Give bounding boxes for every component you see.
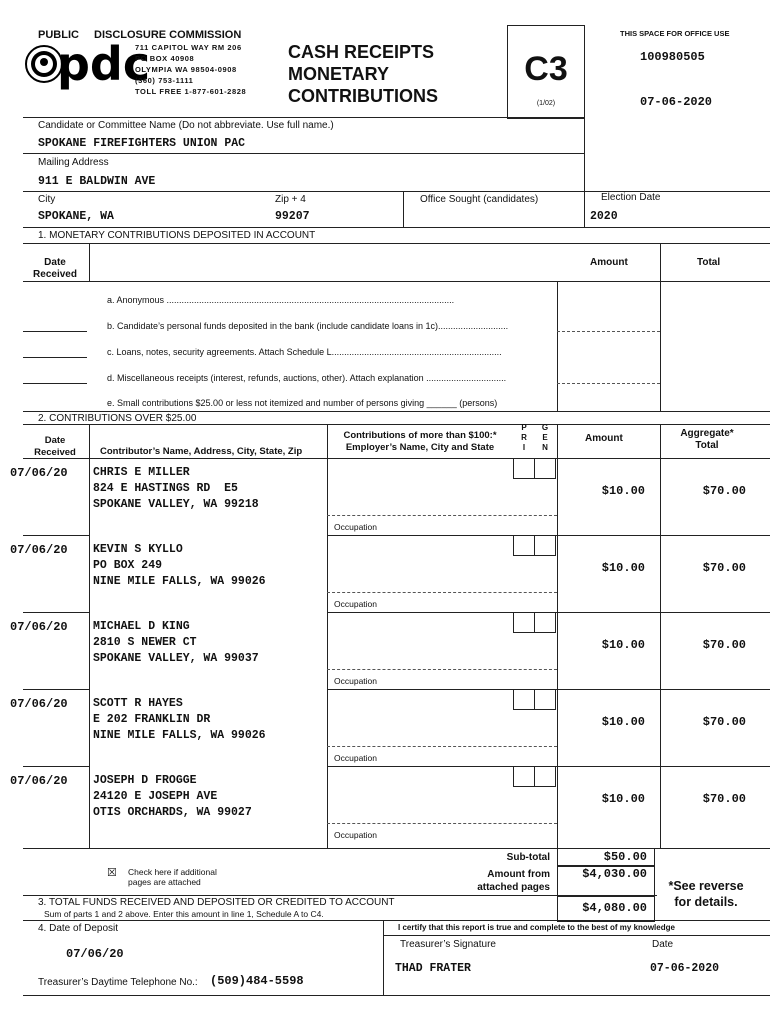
occupation-divider bbox=[327, 746, 557, 747]
row-divider-date bbox=[23, 689, 89, 690]
row-divider-date bbox=[23, 535, 89, 536]
certify-text: I certify that this report is true and complete to the best of my knowledge bbox=[398, 923, 675, 932]
attached-pages-label bbox=[460, 868, 550, 894]
contribution-amount[interactable]: $10.00 bbox=[601, 638, 645, 652]
zip-value[interactable]: 99207 bbox=[275, 210, 310, 223]
occupation-label: Occupation bbox=[334, 830, 377, 840]
aggregate-total[interactable]: $70.00 bbox=[702, 484, 746, 498]
pri-checkbox[interactable] bbox=[513, 766, 535, 787]
occupation-divider bbox=[327, 669, 557, 670]
occupation-label: Occupation bbox=[334, 599, 377, 609]
agency-address bbox=[135, 42, 246, 97]
aggregate-header: Aggregate* Total bbox=[680, 428, 734, 451]
contributor-header: Contributor’s Name, Address, City, State, Zip bbox=[100, 446, 303, 457]
signature-date[interactable]: 07-06-2020 bbox=[650, 962, 720, 975]
s2-date-header: Date Received bbox=[34, 435, 76, 458]
section3-title: 3. TOTAL FUNDS RECEIVED AND DEPOSITED OR CREDITED TO ACCOUNT bbox=[38, 897, 395, 908]
aggregate-total[interactable]: $70.00 bbox=[702, 715, 746, 729]
s2-amount-header: Amount bbox=[585, 433, 623, 444]
committee-name-label: Candidate or Committee Name (Do not abbreviate. Use full name.) bbox=[38, 120, 334, 131]
address-line: PO BOX 40908 bbox=[135, 54, 195, 63]
row-divider-date bbox=[23, 766, 89, 767]
contribution-date[interactable]: 07/06/20 bbox=[10, 774, 68, 788]
gen-checkbox[interactable] bbox=[534, 535, 556, 556]
s1-date-header: Date Received bbox=[33, 257, 77, 280]
aggregate-total[interactable]: $70.00 bbox=[702, 792, 746, 806]
contribution-amount[interactable]: $10.00 bbox=[601, 715, 645, 729]
additional-pages-label bbox=[128, 867, 217, 887]
contributor-name[interactable]: CHRIS E MILLER bbox=[93, 466, 190, 479]
additional-pages-checkbox[interactable]: ☒ bbox=[107, 867, 117, 879]
gen-checkbox[interactable] bbox=[534, 612, 556, 633]
contribution-amount[interactable]: $10.00 bbox=[601, 484, 645, 498]
form-revision: (1/02) bbox=[536, 100, 556, 107]
section3-subtitle: Sum of parts 1 and 2 above. Enter this amount in line 1, Schedule A to C4. bbox=[44, 909, 324, 919]
signature-label: Treasurer’s Signature bbox=[400, 939, 496, 950]
occupation-label: Occupation bbox=[334, 753, 377, 763]
office-sought-label: Office Sought (candidates) bbox=[420, 194, 539, 205]
zip-label: Zip + 4 bbox=[275, 194, 306, 205]
office-id: 100980505 bbox=[640, 50, 705, 64]
gen-checkbox[interactable] bbox=[534, 689, 556, 710]
gen-header: G E N bbox=[541, 423, 549, 452]
occupation-divider bbox=[327, 823, 557, 824]
address-line: TOLL FREE 1-877-601-2828 bbox=[135, 87, 247, 96]
form-title bbox=[288, 41, 438, 107]
deposit-date-label: 4. Date of Deposit bbox=[38, 923, 119, 934]
address-line: (360) 753-1111 bbox=[135, 76, 194, 85]
election-date[interactable]: 2020 bbox=[590, 210, 618, 223]
gen-checkbox[interactable] bbox=[534, 458, 556, 479]
contribution-date[interactable]: 07/06/20 bbox=[10, 466, 68, 480]
contribution-date[interactable]: 07/06/20 bbox=[10, 620, 68, 634]
address-line: OLYMPIA WA 98504-0908 bbox=[135, 65, 237, 74]
logo-letters: pdc bbox=[57, 37, 151, 91]
title-line: MONETARY bbox=[288, 64, 389, 84]
contribution-date[interactable]: 07/06/20 bbox=[10, 543, 68, 557]
contributor-address[interactable]: 824 E HASTINGS RD E5 bbox=[93, 482, 238, 495]
office-use-label: THIS SPACE FOR OFFICE USE bbox=[620, 29, 730, 38]
employer-header: Contributions of more than $100:* Employer’s Name, City and State bbox=[343, 430, 497, 453]
form-code: C3 bbox=[524, 50, 568, 88]
see-reverse-note bbox=[662, 878, 750, 910]
contributor-city[interactable]: SPOKANE VALLEY, WA 99037 bbox=[93, 652, 259, 665]
agency-word-public: PUBLIC bbox=[38, 29, 79, 41]
section2-title: 2. CONTRIBUTIONS OVER $25.00 bbox=[38, 413, 197, 424]
occupation-divider bbox=[327, 592, 557, 593]
section1-title: 1. MONETARY CONTRIBUTIONS DEPOSITED IN ACCOUNT bbox=[38, 230, 316, 241]
attached-label-line: Amount from bbox=[487, 869, 550, 880]
pri-header: P R I bbox=[521, 423, 527, 452]
s1-line-e: e. Small contributions $25.00 or less not itemized and number of persons giving ______ (persons) bbox=[107, 398, 498, 408]
contributor-address[interactable]: E 202 FRANKLIN DR bbox=[93, 713, 211, 726]
occupation-divider bbox=[327, 515, 557, 516]
city-value[interactable]: SPOKANE, WA bbox=[38, 210, 114, 223]
attached-value[interactable]: $4,030.00 bbox=[582, 867, 647, 881]
contribution-amount[interactable]: $10.00 bbox=[601, 792, 645, 806]
occupation-label: Occupation bbox=[334, 522, 377, 532]
contributor-name[interactable]: MICHAEL D KING bbox=[93, 620, 190, 633]
pdc-logo bbox=[23, 37, 151, 91]
see-reverse-line: *See reverse bbox=[668, 879, 744, 893]
treasurer-signature[interactable]: THAD FRATER bbox=[395, 962, 471, 975]
contributor-address[interactable]: 2810 S NEWER CT bbox=[93, 636, 197, 649]
contribution-date[interactable]: 07/06/20 bbox=[10, 697, 68, 711]
agency-word-commission: DISCLOSURE COMMISSION bbox=[94, 29, 242, 41]
s1-line-c: c. Loans, notes, security agreements. Attach Schedule L.................................................................... bbox=[107, 347, 502, 357]
subtotal-label: Sub-total bbox=[506, 852, 550, 863]
pri-checkbox[interactable] bbox=[513, 458, 535, 479]
mailing-address-label: Mailing Address bbox=[38, 157, 109, 168]
aggregate-total[interactable]: $70.00 bbox=[702, 638, 746, 652]
s1-line-b: b. Candidate’s personal funds deposited in the bank (include candidate loans in 1c)............................ bbox=[107, 321, 509, 331]
row-divider-date bbox=[23, 612, 89, 613]
contributor-city[interactable]: SPOKANE VALLEY, WA 99218 bbox=[93, 498, 259, 511]
deposit-date[interactable]: 07/06/20 bbox=[66, 947, 124, 961]
city-label: City bbox=[38, 194, 56, 205]
contributor-city[interactable]: NINE MILE FALLS, WA 99026 bbox=[93, 729, 266, 742]
contributor-address[interactable]: 24120 E JOSEPH AVE bbox=[93, 790, 218, 803]
pri-checkbox[interactable] bbox=[513, 612, 535, 633]
pri-checkbox[interactable] bbox=[513, 689, 535, 710]
contributor-city[interactable]: OTIS ORCHARDS, WA 99027 bbox=[93, 806, 252, 819]
s1-total-header: Total bbox=[697, 257, 721, 268]
check-label-line: pages are attached bbox=[128, 877, 201, 887]
mailing-address[interactable]: 911 E BALDWIN AVE bbox=[38, 175, 156, 188]
title-line: CASH RECEIPTS bbox=[288, 42, 435, 62]
aggregate-total[interactable]: $70.00 bbox=[702, 561, 746, 575]
election-date-label: Election Date bbox=[601, 192, 661, 203]
phone-label: Treasurer’s Daytime Telephone No.: bbox=[38, 977, 198, 988]
attached-label-line: attached pages bbox=[477, 882, 550, 893]
address-line: 711 CAPITOL WAY RM 206 bbox=[135, 43, 242, 52]
committee-name[interactable]: SPOKANE FIREFIGHTERS UNION PAC bbox=[38, 137, 246, 150]
see-reverse-line: for details. bbox=[674, 895, 738, 909]
s1-line-a: a. Anonymous ................................................................................................................... bbox=[107, 295, 455, 305]
total-value[interactable]: $4,080.00 bbox=[582, 901, 647, 915]
contribution-amount[interactable]: $10.00 bbox=[601, 561, 645, 575]
pdc-logo-mark bbox=[23, 37, 151, 91]
contributor-city[interactable]: NINE MILE FALLS, WA 99026 bbox=[93, 575, 266, 588]
s1-line-d: d. Miscellaneous receipts (interest, refunds, auctions, other). Attach explanation ................................ bbox=[107, 373, 507, 383]
contributor-name[interactable]: JOSEPH D FROGGE bbox=[93, 774, 197, 787]
contributor-address[interactable]: PO BOX 249 bbox=[93, 559, 163, 572]
check-label-line: Check here if additional bbox=[128, 867, 217, 877]
s1-amount-header: Amount bbox=[590, 257, 628, 268]
subtotal-value[interactable]: $50.00 bbox=[603, 850, 647, 864]
signature-date-label: Date bbox=[652, 939, 674, 950]
title-line: CONTRIBUTIONS bbox=[288, 86, 438, 106]
pri-checkbox[interactable] bbox=[513, 535, 535, 556]
contributor-name[interactable]: KEVIN S KYLLO bbox=[93, 543, 183, 556]
office-date: 07-06-2020 bbox=[640, 95, 713, 109]
phone-value[interactable]: (509)484-5598 bbox=[210, 974, 304, 988]
contributor-name[interactable]: SCOTT R HAYES bbox=[93, 697, 183, 710]
gen-checkbox[interactable] bbox=[534, 766, 556, 787]
occupation-label: Occupation bbox=[334, 676, 377, 686]
